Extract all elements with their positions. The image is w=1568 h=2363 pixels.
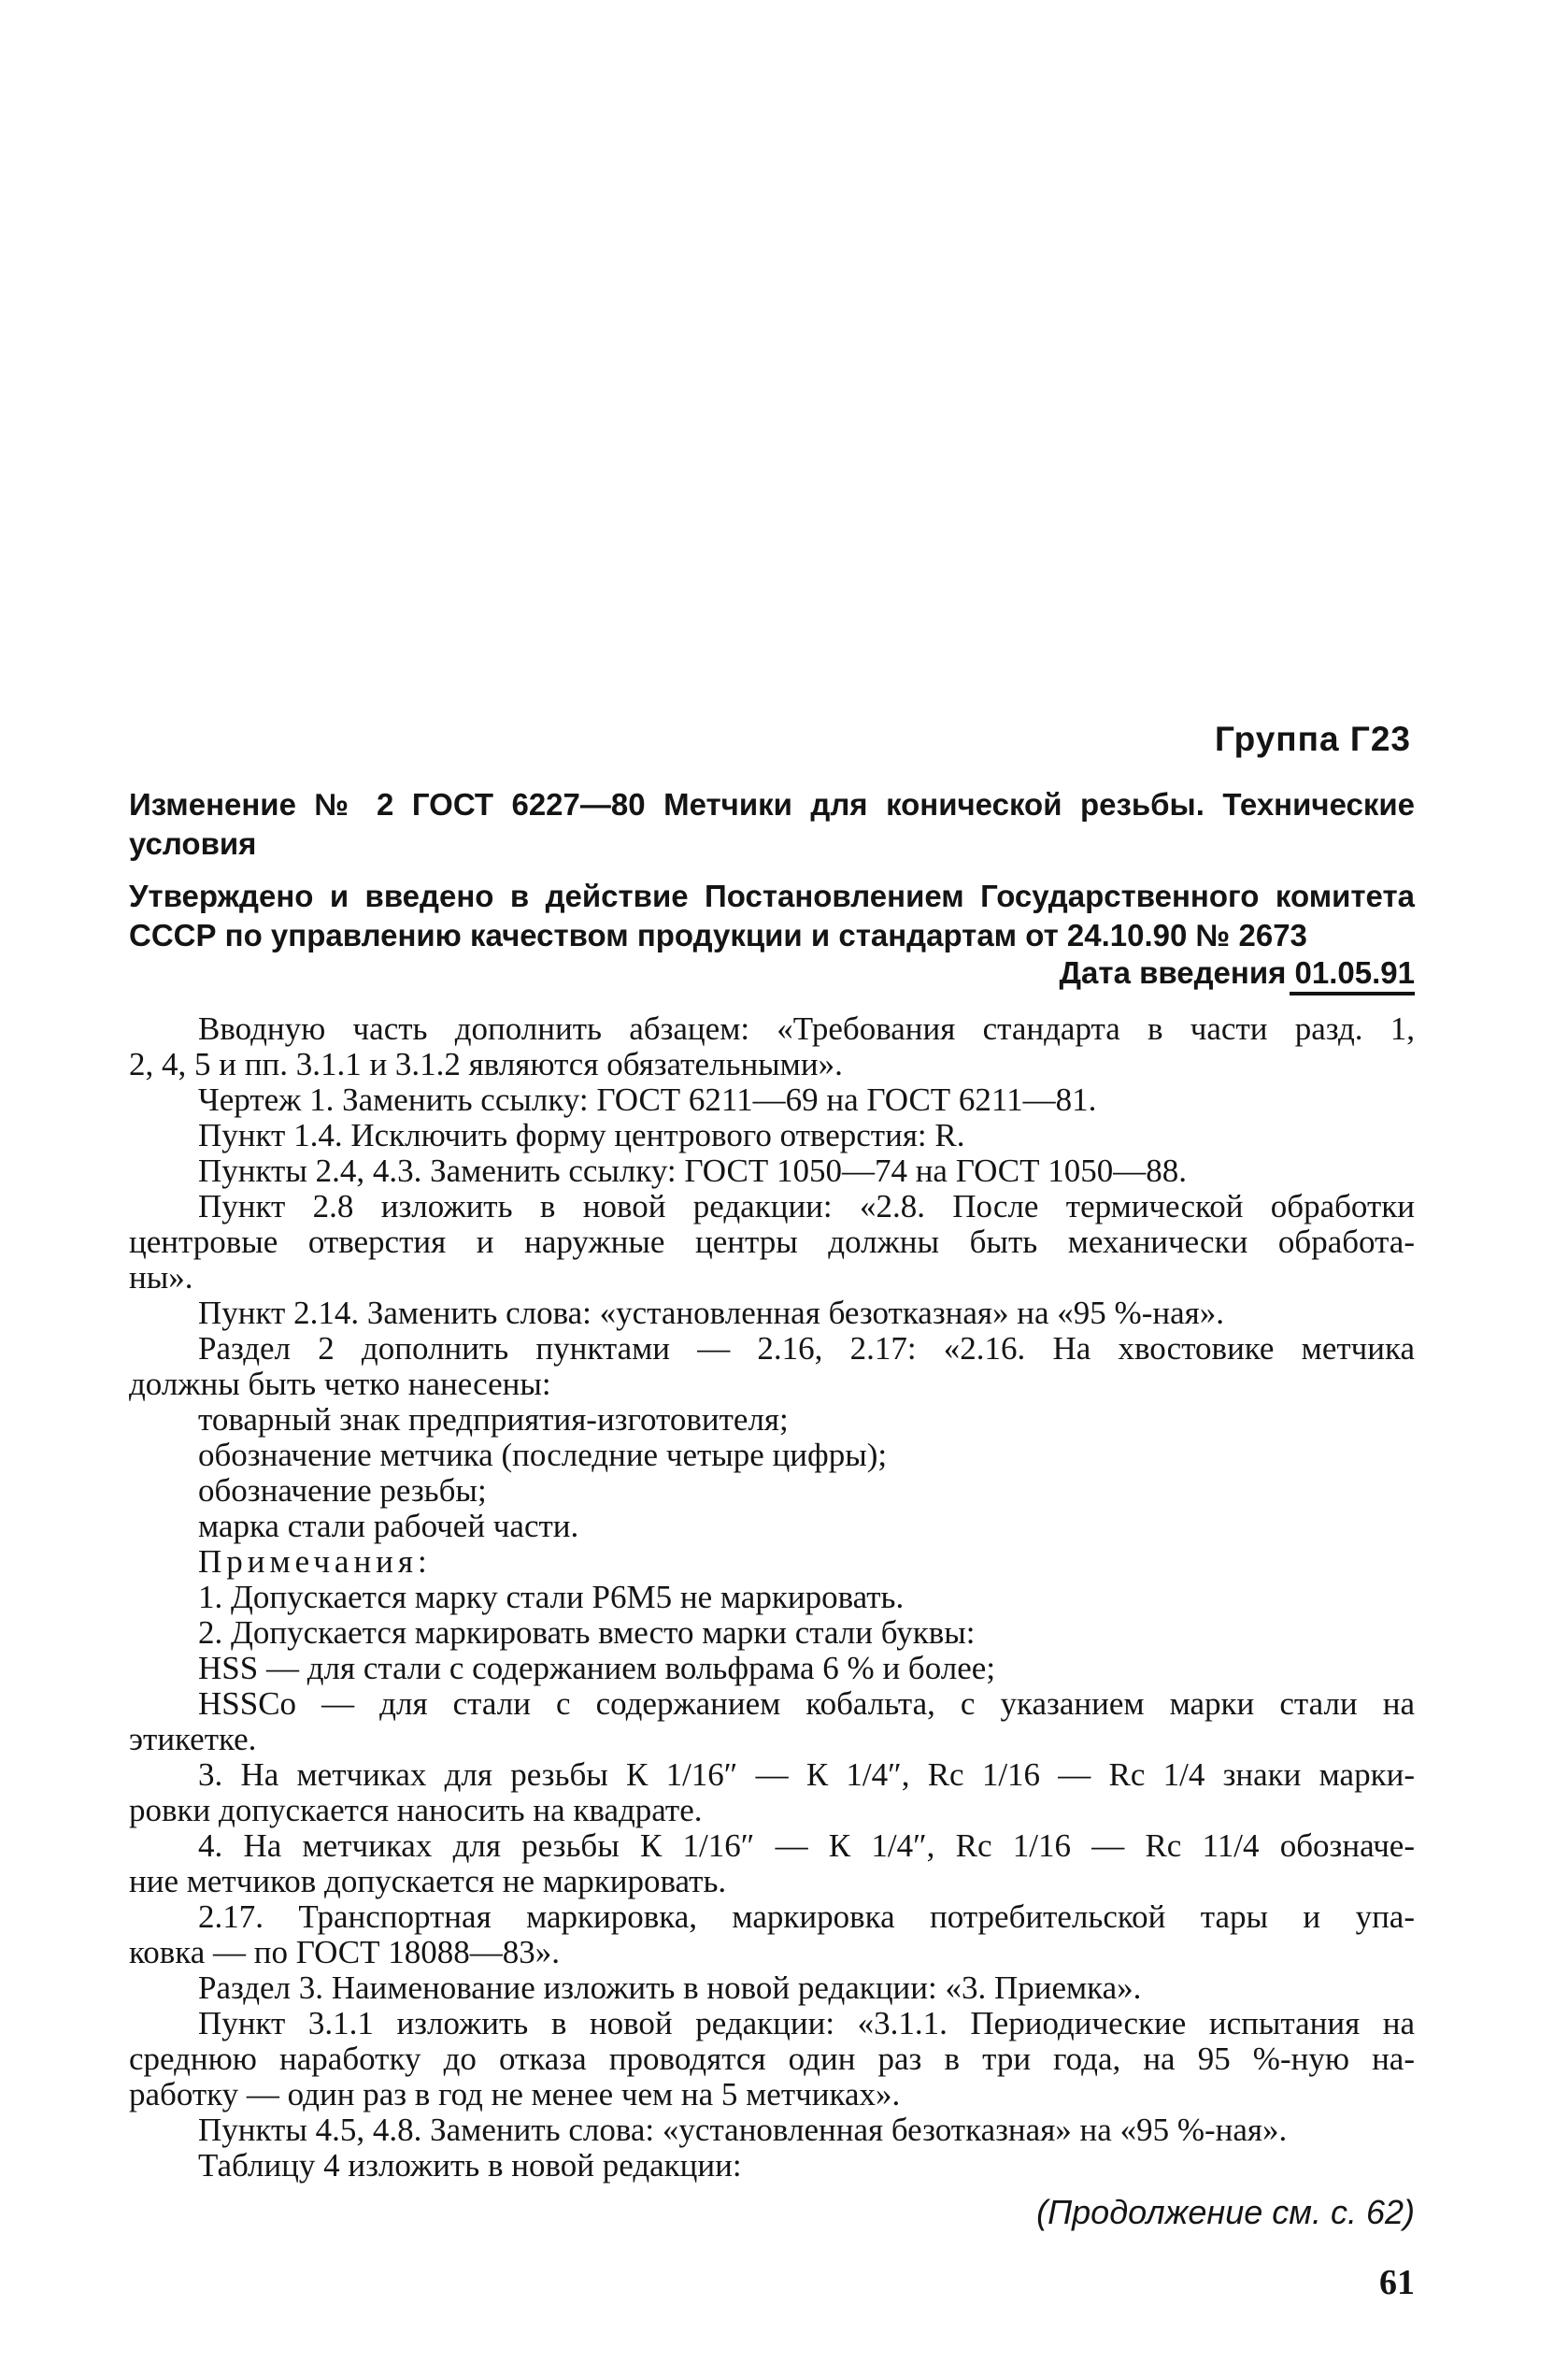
body-line: Раздел 3. Наименование изложить в новой редакции: «3. Приемка». xyxy=(198,1969,1142,2006)
body-line: 2, 4, 5 и пп. 3.1.1 и 3.1.2 являются обязательными». xyxy=(129,1046,843,1082)
body-line: Пункт 3.1.1 изложить в новой редакции: «3.1.1. Периодические испытания на xyxy=(198,2005,1415,2041)
body-line: Пункт 1.4. Исключить форму центрового отверстия: R. xyxy=(198,1117,965,1153)
continuation-note: (Продолжение см. с. 62) xyxy=(1036,2193,1415,2231)
body-line: HSSCo — для стали с содержанием кобальта, с указанием марки стали на xyxy=(198,1685,1415,1722)
notes-heading: Примечания: xyxy=(198,1543,432,1580)
body-line: ны». xyxy=(129,1259,193,1296)
body-line: Вводную часть дополнить абзацем: «Требования стандарта в части разд. 1, xyxy=(198,1010,1415,1047)
body-line: 4. На метчиках для резьбы К 1/16″ — К 1/4″, Rc 1/16 — Rc 11/4 обозначе- xyxy=(198,1827,1415,1864)
body-line: ковка — по ГОСТ 18088—83». xyxy=(129,1934,561,1970)
body-line: ние метчиков допускается не маркировать. xyxy=(129,1863,727,1899)
body-line: Чертеж 1. Заменить ссылку: ГОСТ 6211—69 на ГОСТ 6211—81. xyxy=(198,1081,1097,1118)
body-line: 2.17. Транспортная маркировка, маркировка потребительской тары и упа- xyxy=(198,1898,1415,1935)
body-line: Таблицу 4 изложить в новой редакции: xyxy=(198,2147,742,2184)
body-line: Раздел 2 дополнить пунктами — 2.16, 2.17: «2.16. На хвостовике метчика xyxy=(198,1330,1415,1367)
body-line: Пункт 2.14. Заменить слова: «установленная безотказная» на «95 %-ная». xyxy=(198,1295,1224,1331)
effective-date-label: Дата введения xyxy=(1059,955,1287,990)
body-line: работку — один раз в год не менее чем на 5 метчиках». xyxy=(129,2076,901,2112)
body-line: 1. Допускается марку стали Р6М5 не маркировать. xyxy=(198,1579,905,1615)
approval-line-1: Утверждено и введено в действие Постановлением Государственного комитета xyxy=(129,879,1415,913)
body-line: должны быть четко нанесены: xyxy=(129,1366,551,1402)
approval-line-2: СССР по управлению качеством продукции и стандартам от 24.10.90 № 2673 xyxy=(129,918,1307,952)
body-line: товарный знак предприятия-изготовителя; xyxy=(198,1401,789,1438)
body-line: обозначение метчика (последние четыре цифры); xyxy=(198,1437,888,1473)
group-code: Группа Г23 xyxy=(1215,720,1411,758)
body-line: этикетке. xyxy=(129,1721,257,1757)
body-line: марка стали рабочей части. xyxy=(198,1508,579,1544)
change-title-line-2: условия xyxy=(129,826,257,861)
body-line: Пункты 4.5, 4.8. Заменить слова: «установленная безотказная» на «95 %-ная». xyxy=(198,2112,1288,2148)
body-line: HSS — для стали с содержанием вольфрама 6 % и более; xyxy=(198,1650,996,1686)
body-line: 2. Допускается маркировать вместо марки стали буквы: xyxy=(198,1614,976,1651)
body-line: обозначение резьбы; xyxy=(198,1472,487,1509)
date-underline xyxy=(1290,992,1415,995)
change-title-line-1: Изменение № 2 ГОСТ 6227—80 Метчики для конической резьбы. Технические xyxy=(129,787,1415,822)
body-line: 3. На метчиках для резьбы К 1/16″ — К 1/4″, Rc 1/16 — Rc 1/4 знаки марки- xyxy=(198,1756,1415,1793)
body-line: центровые отверстия и наружные центры должны быть механически обработа- xyxy=(129,1224,1415,1260)
body-line: ровки допускается наносить на квадрате. xyxy=(129,1792,703,1828)
page-number: 61 xyxy=(1379,2263,1415,2302)
body-line: Пункт 2.8 изложить в новой редакции: «2.8. После термической обработки xyxy=(198,1188,1415,1224)
body-line: среднюю наработку до отказа проводятся один раз в три года, на 95 %-ную на- xyxy=(129,2041,1415,2077)
body-line: Пункты 2.4, 4.3. Заменить ссылку: ГОСТ 1050—74 на ГОСТ 1050—88. xyxy=(198,1153,1187,1189)
effective-date-value: 01.05.91 xyxy=(1294,955,1415,990)
effective-date xyxy=(934,953,1415,993)
